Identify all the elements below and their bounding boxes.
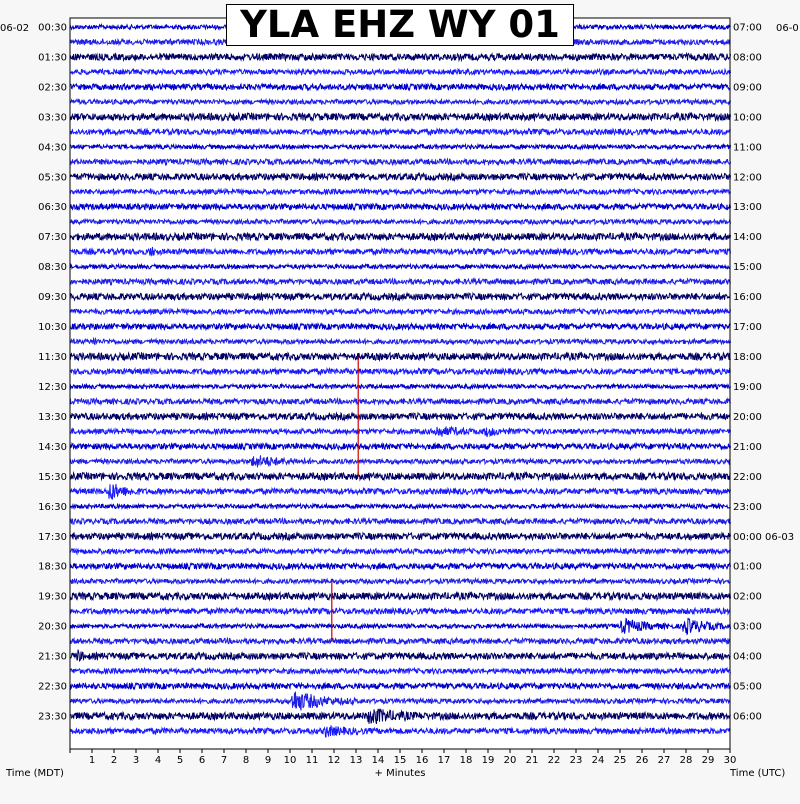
left-time-label: 23:30 <box>38 711 67 723</box>
x-tick-label-19: 19 <box>481 755 495 766</box>
x-tick-label-17: 17 <box>437 755 451 766</box>
right-time-label: 16:00 <box>733 292 762 304</box>
left-time-label: 04:30 <box>38 142 67 154</box>
left-time-label: 08:30 <box>38 262 67 274</box>
right-time-label: 12:00 <box>733 172 762 184</box>
right-time-label: 05:00 <box>733 681 762 693</box>
left-time-label: 20:30 <box>38 621 67 633</box>
left-time-label: 16:30 <box>38 501 67 513</box>
left-time-label: 18:30 <box>38 561 67 573</box>
x-tick-label-22: 22 <box>547 755 561 766</box>
x-tick-label-25: 25 <box>613 755 627 766</box>
right-time-label: 20:00 <box>733 411 762 423</box>
x-tick-label-18: 18 <box>459 755 473 766</box>
right-time-label: 06:00 <box>733 711 762 723</box>
left-time-label: 05:30 <box>38 172 67 184</box>
x-tick-label-24: 24 <box>591 755 605 766</box>
left-time-label: 15:30 <box>38 471 67 483</box>
left-time-label: 00:30 <box>38 22 67 34</box>
left-time-label: 14:30 <box>38 441 67 453</box>
right-time-label: 09:00 <box>733 82 762 94</box>
x-tick-label-13: 13 <box>349 755 363 766</box>
right-time-label: 14:00 <box>733 232 762 244</box>
x-tick-label-1: 1 <box>88 755 96 766</box>
x-tick-label-12: 12 <box>327 755 341 766</box>
left-time-label: 17:30 <box>38 531 67 543</box>
x-tick-label-7: 7 <box>220 755 228 766</box>
x-tick-label-30: 30 <box>723 755 737 766</box>
right-time-label: 21:00 <box>733 441 762 453</box>
right-time-label: 13:00 <box>733 202 762 214</box>
x-tick-label-29: 29 <box>701 755 715 766</box>
left-time-label: 09:30 <box>38 292 67 304</box>
right-time-label: 03:00 <box>733 621 762 633</box>
x-axis-label: + Minutes <box>374 768 426 779</box>
date-left-label: 06-02 <box>0 23 30 34</box>
right-time-label: 10:00 <box>733 112 762 124</box>
x-tick-label-26: 26 <box>635 755 649 766</box>
left-time-label: 21:30 <box>38 651 67 663</box>
x-tick-label-28: 28 <box>679 755 693 766</box>
right-time-label: 15:00 <box>733 262 762 274</box>
right-time-label: 11:00 <box>733 142 762 154</box>
left-time-label: 13:30 <box>38 411 67 423</box>
x-tick-label-4: 4 <box>154 755 162 766</box>
right-time-label: 18:00 <box>733 352 762 364</box>
right-time-label: 08:00 <box>733 52 762 64</box>
x-tick-label-8: 8 <box>242 755 250 766</box>
x-tick-label-23: 23 <box>569 755 583 766</box>
left-time-labels <box>38 23 67 723</box>
left-time-label: 11:30 <box>38 352 67 364</box>
left-time-label: 10:30 <box>38 322 67 334</box>
x-tick-label-15: 15 <box>393 755 407 766</box>
left-time-label: 02:30 <box>38 82 67 94</box>
left-time-label: 19:30 <box>38 591 67 603</box>
left-axis-label: Time (MDT) <box>6 768 64 779</box>
left-time-label: 07:30 <box>38 232 67 244</box>
x-tick-label-5: 5 <box>176 755 184 766</box>
x-tick-label-2: 2 <box>110 755 118 766</box>
x-tick-label-27: 27 <box>657 755 671 766</box>
x-tick-label-21: 21 <box>525 755 539 766</box>
x-tick-label-10: 10 <box>283 755 297 766</box>
x-tick-label-20: 20 <box>503 755 517 766</box>
right-time-label: 22:00 <box>733 471 762 483</box>
left-time-label: 12:30 <box>38 381 67 393</box>
right-time-label: 04:00 <box>733 651 762 663</box>
x-tick-label-11: 11 <box>305 755 319 766</box>
x-tick-label-16: 16 <box>415 755 429 766</box>
right-axis-label: Time (UTC) <box>730 768 786 779</box>
right-time-label: 00:00 06-03 <box>733 531 795 543</box>
date-right-label: 06-0 <box>776 23 799 34</box>
left-time-label: 01:30 <box>38 52 67 64</box>
right-time-label: 01:00 <box>733 561 762 573</box>
x-tick-label-3: 3 <box>132 755 140 766</box>
left-time-label: 06:30 <box>38 202 67 214</box>
left-time-label: 03:30 <box>38 112 67 124</box>
right-time-label: 07:00 <box>733 22 762 34</box>
right-time-label: 02:00 <box>733 591 762 603</box>
x-tick-label-6: 6 <box>198 755 206 766</box>
x-axis-ticks <box>70 749 736 766</box>
right-time-label: 19:00 <box>733 381 762 393</box>
chart-title: YLA EHZ WY 01 <box>226 4 574 46</box>
x-tick-label-9: 9 <box>264 755 272 766</box>
right-time-labels <box>733 23 794 723</box>
x-tick-label-14: 14 <box>371 755 385 766</box>
right-time-label: 23:00 <box>733 501 762 513</box>
left-time-label: 22:30 <box>38 681 67 693</box>
right-time-label: 17:00 <box>733 322 762 334</box>
